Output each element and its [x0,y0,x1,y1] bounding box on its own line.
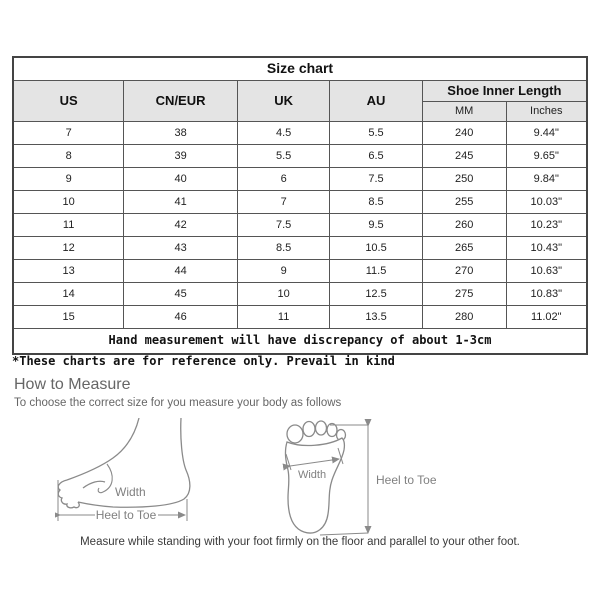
table-cell: 5.5 [330,122,422,145]
table-cell: 7.5 [237,214,329,237]
col-header-inches: Inches [506,102,587,122]
table-cell: 38 [124,122,238,145]
col-header-au: AU [330,81,422,122]
table-title-row [13,57,587,81]
table-header-row-1 [13,81,587,102]
reference-note: *These charts are for reference only. Prevail in kind [12,354,395,368]
table-cell: 14 [13,283,124,306]
table-cell: 275 [422,283,506,306]
table-cell: 260 [422,214,506,237]
table-cell: 15 [13,306,124,329]
table-cell: 45 [124,283,238,306]
table-cell: 10 [13,191,124,214]
size-chart-table [12,56,588,355]
table-footnote: Hand measurement will have discrepancy of about 1-3cm [13,329,587,355]
table-cell: 255 [422,191,506,214]
table-cell: 10.83" [506,283,587,306]
table-cell: 5.5 [237,145,329,168]
table-cell: 11.5 [330,260,422,283]
table-cell: 10.63" [506,260,587,283]
table-cell: 280 [422,306,506,329]
table-row [13,122,587,145]
table-title: Size chart [13,57,587,81]
table-row [13,191,587,214]
table-cell: 9 [13,168,124,191]
table-cell: 11 [13,214,124,237]
width-label-side: Width [115,485,146,499]
col-header-uk: UK [237,81,329,122]
table-cell: 40 [124,168,238,191]
table-row [13,214,587,237]
width-label-top: Width [297,469,327,481]
table-cell: 43 [124,237,238,260]
heel-to-toe-label-side: Heel to Toe [95,508,157,522]
table-cell: 10.23" [506,214,587,237]
table-cell: 240 [422,122,506,145]
table-cell: 6.5 [330,145,422,168]
table-cell: 265 [422,237,506,260]
table-cell: 46 [124,306,238,329]
col-header-mm: MM [422,102,506,122]
table-cell: 9.44" [506,122,587,145]
table-cell: 6 [237,168,329,191]
table-cell: 11.02" [506,306,587,329]
table-row [13,145,587,168]
table-row [13,168,587,191]
table-cell: 41 [124,191,238,214]
how-to-measure-title: How to Measure [14,376,131,393]
how-to-measure-subtitle: To choose the correct size for you measure your body as follows [14,397,342,409]
table-cell: 12 [13,237,124,260]
table-body [13,122,587,329]
table-cell: 9.5 [330,214,422,237]
table-footnote-row [13,329,587,355]
table-cell: 13 [13,260,124,283]
table-cell: 9.84" [506,168,587,191]
table-row [13,306,587,329]
table-cell: 44 [124,260,238,283]
table-row [13,237,587,260]
col-header-inner-length: Shoe Inner Length [422,81,587,102]
foot-sole-view-diagram [278,418,438,544]
table-cell: 9 [237,260,329,283]
table-cell: 10 [237,283,329,306]
table-cell: 39 [124,145,238,168]
table-cell: 10.43" [506,237,587,260]
table-cell: 8.5 [237,237,329,260]
table-cell: 250 [422,168,506,191]
measure-caption: Measure while standing with your foot firmly on the floor and parallel to your other foot. [80,536,520,548]
table-cell: 8.5 [330,191,422,214]
table-cell: 12.5 [330,283,422,306]
table-cell: 7 [13,122,124,145]
table-cell: 8 [13,145,124,168]
table-cell: 11 [237,306,329,329]
table-cell: 42 [124,214,238,237]
table-cell: 245 [422,145,506,168]
table-cell: 270 [422,260,506,283]
table-row [13,283,587,306]
table-cell: 10.03" [506,191,587,214]
table-cell: 13.5 [330,306,422,329]
table-cell: 7.5 [330,168,422,191]
table-cell: 9.65" [506,145,587,168]
table-cell: 4.5 [237,122,329,145]
table-row [13,260,587,283]
foot-side-view-diagram [55,418,205,532]
table-cell: 7 [237,191,329,214]
col-header-cneur: CN/EUR [124,81,238,122]
heel-to-toe-label-top: Heel to Toe [376,473,437,487]
table-cell: 10.5 [330,237,422,260]
col-header-us: US [13,81,124,122]
